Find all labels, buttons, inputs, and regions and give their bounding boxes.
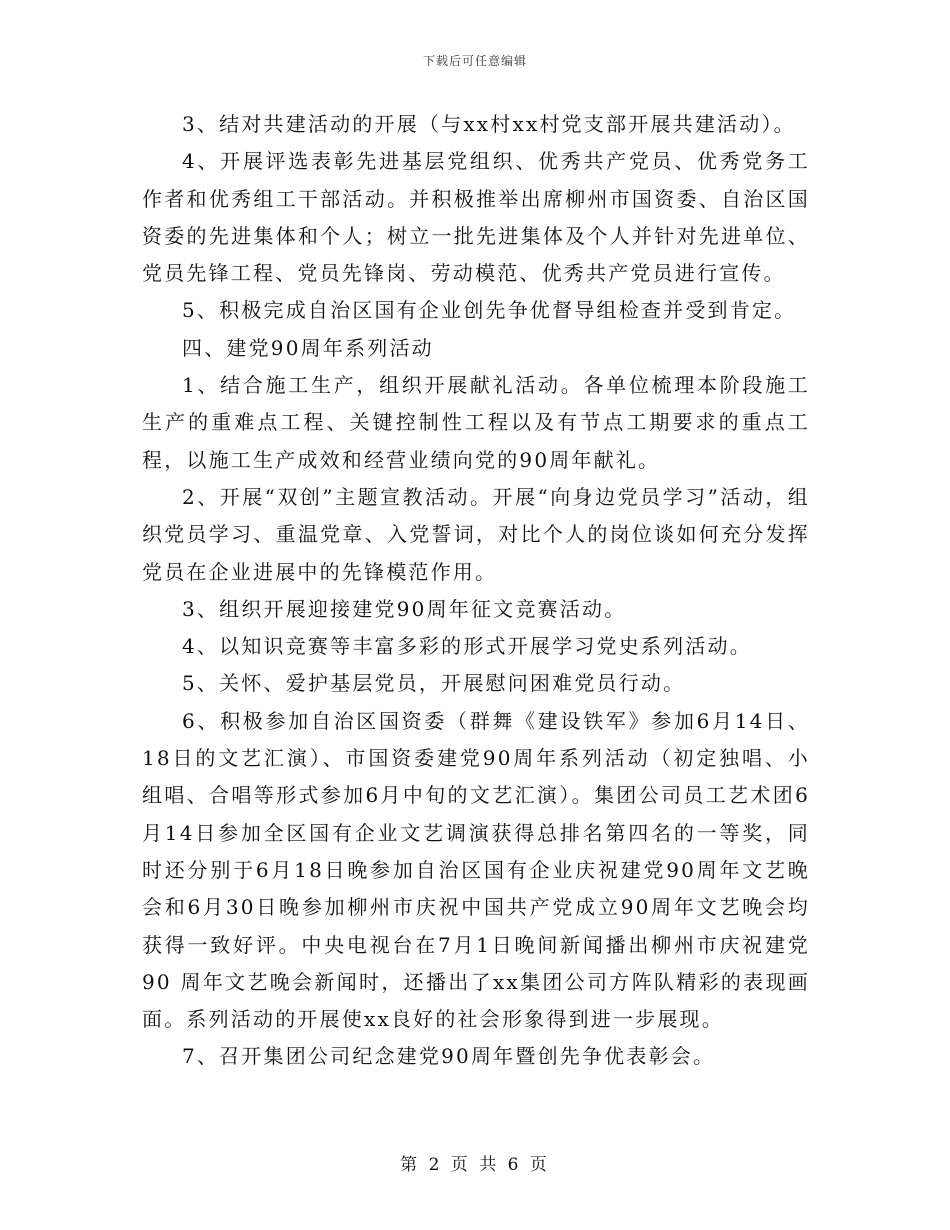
paragraph-education: 2、开展“双创”主题宣教活动。开展“向身边党员学习”活动，组织党员学习、重温党章、入党誓词，对比个人的岗位谈如何充分发挥党员在企业进展中的先锋模范作用。 [142,484,810,584]
paragraph-performances: 6、积极参加自治区国资委（群舞《建设铁军》参加6月14日、18日的文艺汇演）、市国资委建党90周年系列活动（初定独唱、小组唱、合唱等形式参加6月中旬的文艺汇演）。集团公司员工艺术团6月14日参加全区国有企业文艺调演获得总排名第四名的一等奖，同时还分别于6月18日晚参加自治区国有企业庆祝建党90周年文艺晚会和6月30日晚参加柳州市庆祝中国共产党成立90周年文艺晚会均获得一致好评。中央电视台在7月1日晚间新闻播出柳州市庆祝建党90 周年文艺晚会新闻时，还播出了xx集团公司方阵队精彩的表现画面。系列活动的开展使xx良好的社会形象得到进一步展现。 [142,708,810,1032]
paragraph-essay-contest: 3、组织开展迎接建党90周年征文竞赛活动。 [182,596,627,621]
document-body [142,106,810,1076]
page-number: 第 2 页 共 6 页 [400,1155,550,1175]
page-header: 下载后可任意编辑 [422,54,527,68]
section-heading-anniversary: 四、建党90周年系列活动 [182,335,434,360]
paragraph-meeting: 7、召开集团公司纪念建党90周年暨创先争优表彰会。 [182,1044,716,1069]
paragraph-inspection: 5、积极完成自治区国有企业创先争优督导组检查并受到肯定。 [182,298,797,323]
paragraph-partnership: 3、结对共建活动的开展（与xx村xx村党支部开展共建活动）。 [182,112,796,136]
paragraph-knowledge-contest: 4、以知识竞赛等丰富多彩的形式开展学习党史系列活动。 [182,634,752,659]
paragraph-tribute: 1、结合施工生产，组织开展献礼活动。各单位梳理本阶段施工生产的重难点工程、关键控制性工程以及有节点工期要求的重点工程，以施工生产成效和经营业绩向党的90周年献礼。 [142,373,810,472]
paragraph-care: 5、关怀、爱护基层党员，开展慰问困难党员行动。 [182,671,686,696]
paragraph-commendation: 4、开展评选表彰先进基层党组织、优秀共产党员、优秀党务工作者和优秀组工干部活动。并积极推举出席柳州市国资委、自治区国资委的先进集体和个人；树立一批先进集体及个人并针对先进单位、党员先锋工程、党员先锋岗、劳动模范、优秀共产党员进行宣传。 [142,149,810,286]
